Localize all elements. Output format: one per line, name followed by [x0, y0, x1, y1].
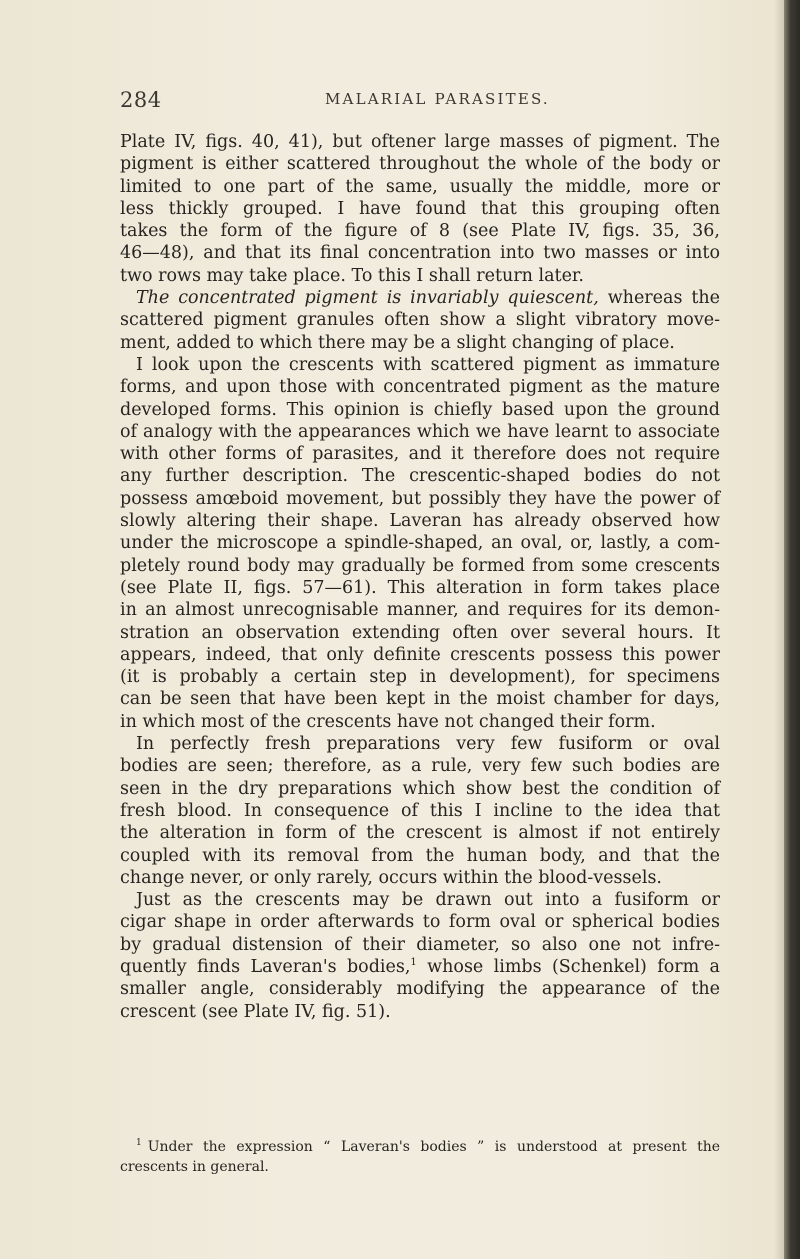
text-line: coupled with its removal from the human body, and that the [120, 845, 720, 866]
text-line: of analogy with the appearances which we have learnt to associate [120, 421, 720, 442]
running-title: MALARIAL PARASITES. [325, 90, 550, 108]
page-edge [784, 0, 800, 1259]
text-line: seen in the dry preparations which show best the condition of [120, 778, 720, 799]
text-line: less thickly grouped. I have found that this grouping often [120, 198, 720, 219]
text-line: possess amœboid movement, but possibly they have the power of [120, 488, 720, 509]
text-line: in which most of the crescents have not changed their form. [120, 711, 656, 732]
text-line-end: whose limbs (Schenkel) form a [416, 956, 720, 977]
text-line: the alteration in form of the crescent is almost if not entirely [120, 823, 720, 844]
text-line: scattered pigment granules often show a slight vibratory move- [120, 310, 720, 331]
page-gutter-shadow [774, 0, 784, 1259]
italic-phrase: The concentrated pigment is invariably quiescent, [136, 288, 599, 309]
text-line: limited to one part of the same, usually the middle, more or [120, 176, 720, 197]
text-line: (see Plate II, figs. 57—61). This alteration in form takes place [120, 577, 720, 598]
text-line: pletely round body may gradually be formed from some crescents [120, 555, 720, 576]
text-line: Plate IV, figs. 40, 41), but oftener large masses of pigment. The [120, 132, 720, 152]
footnote-line: crescents in general. [120, 1158, 269, 1175]
text-line: ment, added to which there may be a slight changing of place. [120, 332, 675, 353]
text-line: with other forms of parasites, and it therefore does not require [120, 444, 720, 465]
text-line: forms, and upon those with concentrated pigment as the mature [120, 377, 720, 398]
text-line: pigment is either scattered throughout the whole of the body or [120, 154, 720, 175]
text-line: (it is probably a certain step in development), for specimens [120, 667, 720, 688]
text-line: 46—48), and that its final concentration into two masses or into [120, 243, 720, 264]
body-text [120, 131, 720, 1023]
footnote-reference[interactable]: 1 [410, 956, 417, 968]
text-line: can be seen that have been kept in the moist chamber for days, [120, 689, 720, 710]
text-line-start: quently finds Laveran's bodies, [120, 956, 411, 977]
text-line: in an almost unrecognisable manner, and requires for its demon- [120, 600, 720, 621]
text-line: developed forms. This opinion is chiefly based upon the ground [120, 399, 720, 420]
text-line: under the microscope a spindle-shaped, an oval, or, lastly, a com- [120, 533, 720, 554]
text-line: by gradual distension of their diameter, so also one not infre- [120, 934, 720, 955]
text-line: smaller angle, considerably modifying the appearance of the [120, 979, 720, 1000]
text-line: cigar shape in order afterwards to form oval or spherical bodies [120, 912, 720, 933]
page-number: 284 [120, 88, 162, 112]
text-line-with-footnote [120, 956, 720, 978]
text-line: In perfectly fresh preparations very few fusiform or oval [136, 734, 720, 755]
text-line: takes the form of the figure of 8 (see Plate IV, figs. 35, 36, [120, 221, 720, 242]
text-line: Just as the crescents may be drawn out into a fusiform or [136, 890, 720, 911]
text-line: bodies are seen; therefore, as a rule, very few such bodies are [120, 756, 720, 777]
text-line: appears, indeed, that only definite crescents possess this power [120, 644, 720, 665]
text-line-rest: whereas the [607, 288, 720, 309]
footnote-line [120, 1138, 720, 1158]
footnote-marker: 1 [136, 1138, 142, 1148]
text-line: slowly altering their shape. Laveran has already observed how [120, 511, 720, 532]
text-line: stration an observation extending often over several hours. It [120, 622, 720, 643]
text-line: any further description. The crescentic-shaped bodies do not [120, 466, 720, 487]
text-line: change never, or only rarely, occurs within the blood-vessels. [120, 867, 662, 888]
text-line: crescent (see Plate IV, fig. 51). [120, 1001, 391, 1022]
text-line-italic [120, 287, 720, 309]
text-line: fresh blood. In consequence of this I incline to the idea that [120, 800, 720, 821]
footnote [120, 1138, 720, 1177]
text-line: I look upon the crescents with scattered pigment as immature [136, 354, 720, 375]
text-line: two rows may take place. To this I shall return later. [120, 265, 584, 286]
footnote-text: Under the expression “ Laveran's bodies ” is understood at present the [147, 1139, 720, 1155]
